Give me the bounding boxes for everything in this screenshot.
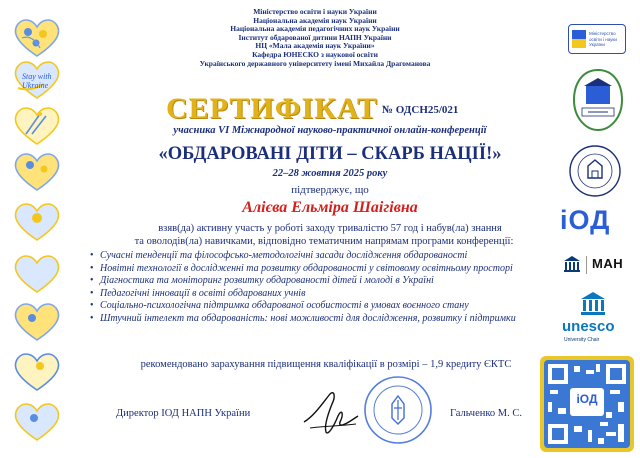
ministry-logo	[568, 24, 626, 54]
ukraine-flag-icon	[572, 30, 586, 48]
unesco-chair-logo	[562, 290, 628, 350]
floral-heart-icon	[10, 16, 64, 58]
signer-name: Гальченко М. С.	[450, 408, 523, 419]
director-title: Директор ІОД НАПН України	[116, 408, 251, 419]
qr-code[interactable]	[540, 356, 634, 452]
conference-dates: 22–28 жовтня 2025 року	[272, 168, 388, 179]
unesco-man-logos	[562, 252, 632, 278]
conference-name: «ОБДАРОВАНІ ДІТИ – СКАРБ НАЦІЇ!»	[158, 144, 502, 164]
iod-logo: іОД	[560, 205, 611, 235]
certificate-title-row	[166, 92, 526, 126]
wheat-heart-icon	[10, 104, 64, 146]
floral-heart-icon	[10, 150, 64, 192]
skills-text: та оволодів(ла) навичками, відповідно тематичним напрямам програми конференції:	[134, 236, 514, 247]
unesco-wordmark: unesco	[562, 318, 615, 335]
topic-item: • Соціально-психологічна підтримка обдарованої особистості в умовах воєнного стану	[90, 300, 546, 312]
conference-topics-list	[90, 250, 546, 326]
org-line: Кафедра ЮНЕСКО з наукової освіти	[252, 49, 378, 59]
topic-item: • Новітні технології в дослідженні та розвитку обдарованості у світовому освітньому просторі	[90, 263, 546, 275]
credit-recommendation: рекомендовано зарахування підвищення кваліфікації в розмірі – 1,9 кредиту ЄКТС	[140, 359, 512, 370]
topic-item: • Педагогічні інновації в освіті обдарованих учнів	[90, 288, 546, 300]
topic-item: • Діагностика та моніторинг розвитку обдарованості дітей і молоді в Україні	[90, 275, 546, 287]
stay-with-ukraine-label: Stay with Ukraine	[22, 72, 52, 90]
org-line: Міністерство освіти і науки України	[253, 7, 377, 16]
org-line: Національна академія наук України	[253, 15, 377, 25]
qr-code-pattern	[544, 360, 630, 448]
topic-item: • Штучний інтелект та обдарованість: нові можливості для дослідження, розвитку і підтримки	[90, 313, 546, 325]
issuing-organizations	[150, 8, 480, 68]
handwritten-signature-icon	[300, 386, 362, 440]
org-line: Українського державного університету імені Михайла Драгоманова	[199, 58, 431, 68]
floral-heart-icon	[10, 300, 64, 342]
ngo-round-seal-logo	[568, 144, 622, 198]
ministry-logo-text: Міністерство освіти і науки України	[589, 31, 617, 47]
stay-with-ukraine-heart-icon	[10, 252, 64, 294]
floral-heart-icon	[10, 350, 64, 392]
topic-item: • Сучасні тенденції та філософсько-методологічні засади дослідження обдарованості	[90, 250, 546, 262]
left-decoration-column	[4, 0, 68, 458]
unesco-chair-label: University Chair	[564, 337, 600, 343]
floral-heart-icon	[10, 200, 64, 242]
confirms-text: підтверджує, що	[291, 184, 369, 196]
man-logo: МАН	[592, 256, 624, 271]
certificate-subtitle: учасника VI Міжнародної науково-практичної онлайн-конференції	[173, 125, 487, 136]
floral-heart-icon	[10, 400, 64, 442]
certificate-number: № ОДСН25/021	[382, 104, 459, 116]
certificate-title: СЕРТИФІКАТ	[166, 92, 378, 125]
unesco-temple-icon	[578, 290, 608, 316]
unesco-temple-icon	[562, 254, 582, 274]
org-line: Інститут обдарованої дитини НАПН України	[238, 32, 392, 42]
official-stamp-icon	[360, 374, 436, 446]
org-line: Національна академія педагогічних наук України	[230, 24, 400, 34]
participant-name: Алієва Ельміра Шаігівна	[242, 199, 418, 216]
qr-center-logo: іОД	[576, 392, 598, 406]
org-line: НЦ «Мала академія наук України»	[255, 41, 375, 51]
napn-academy-logo	[570, 66, 626, 134]
logo-divider	[586, 256, 587, 274]
participation-text: взяв(да) активну участь у роботі заходу тривалістю 57 год і набув(ла) знання	[158, 223, 502, 234]
